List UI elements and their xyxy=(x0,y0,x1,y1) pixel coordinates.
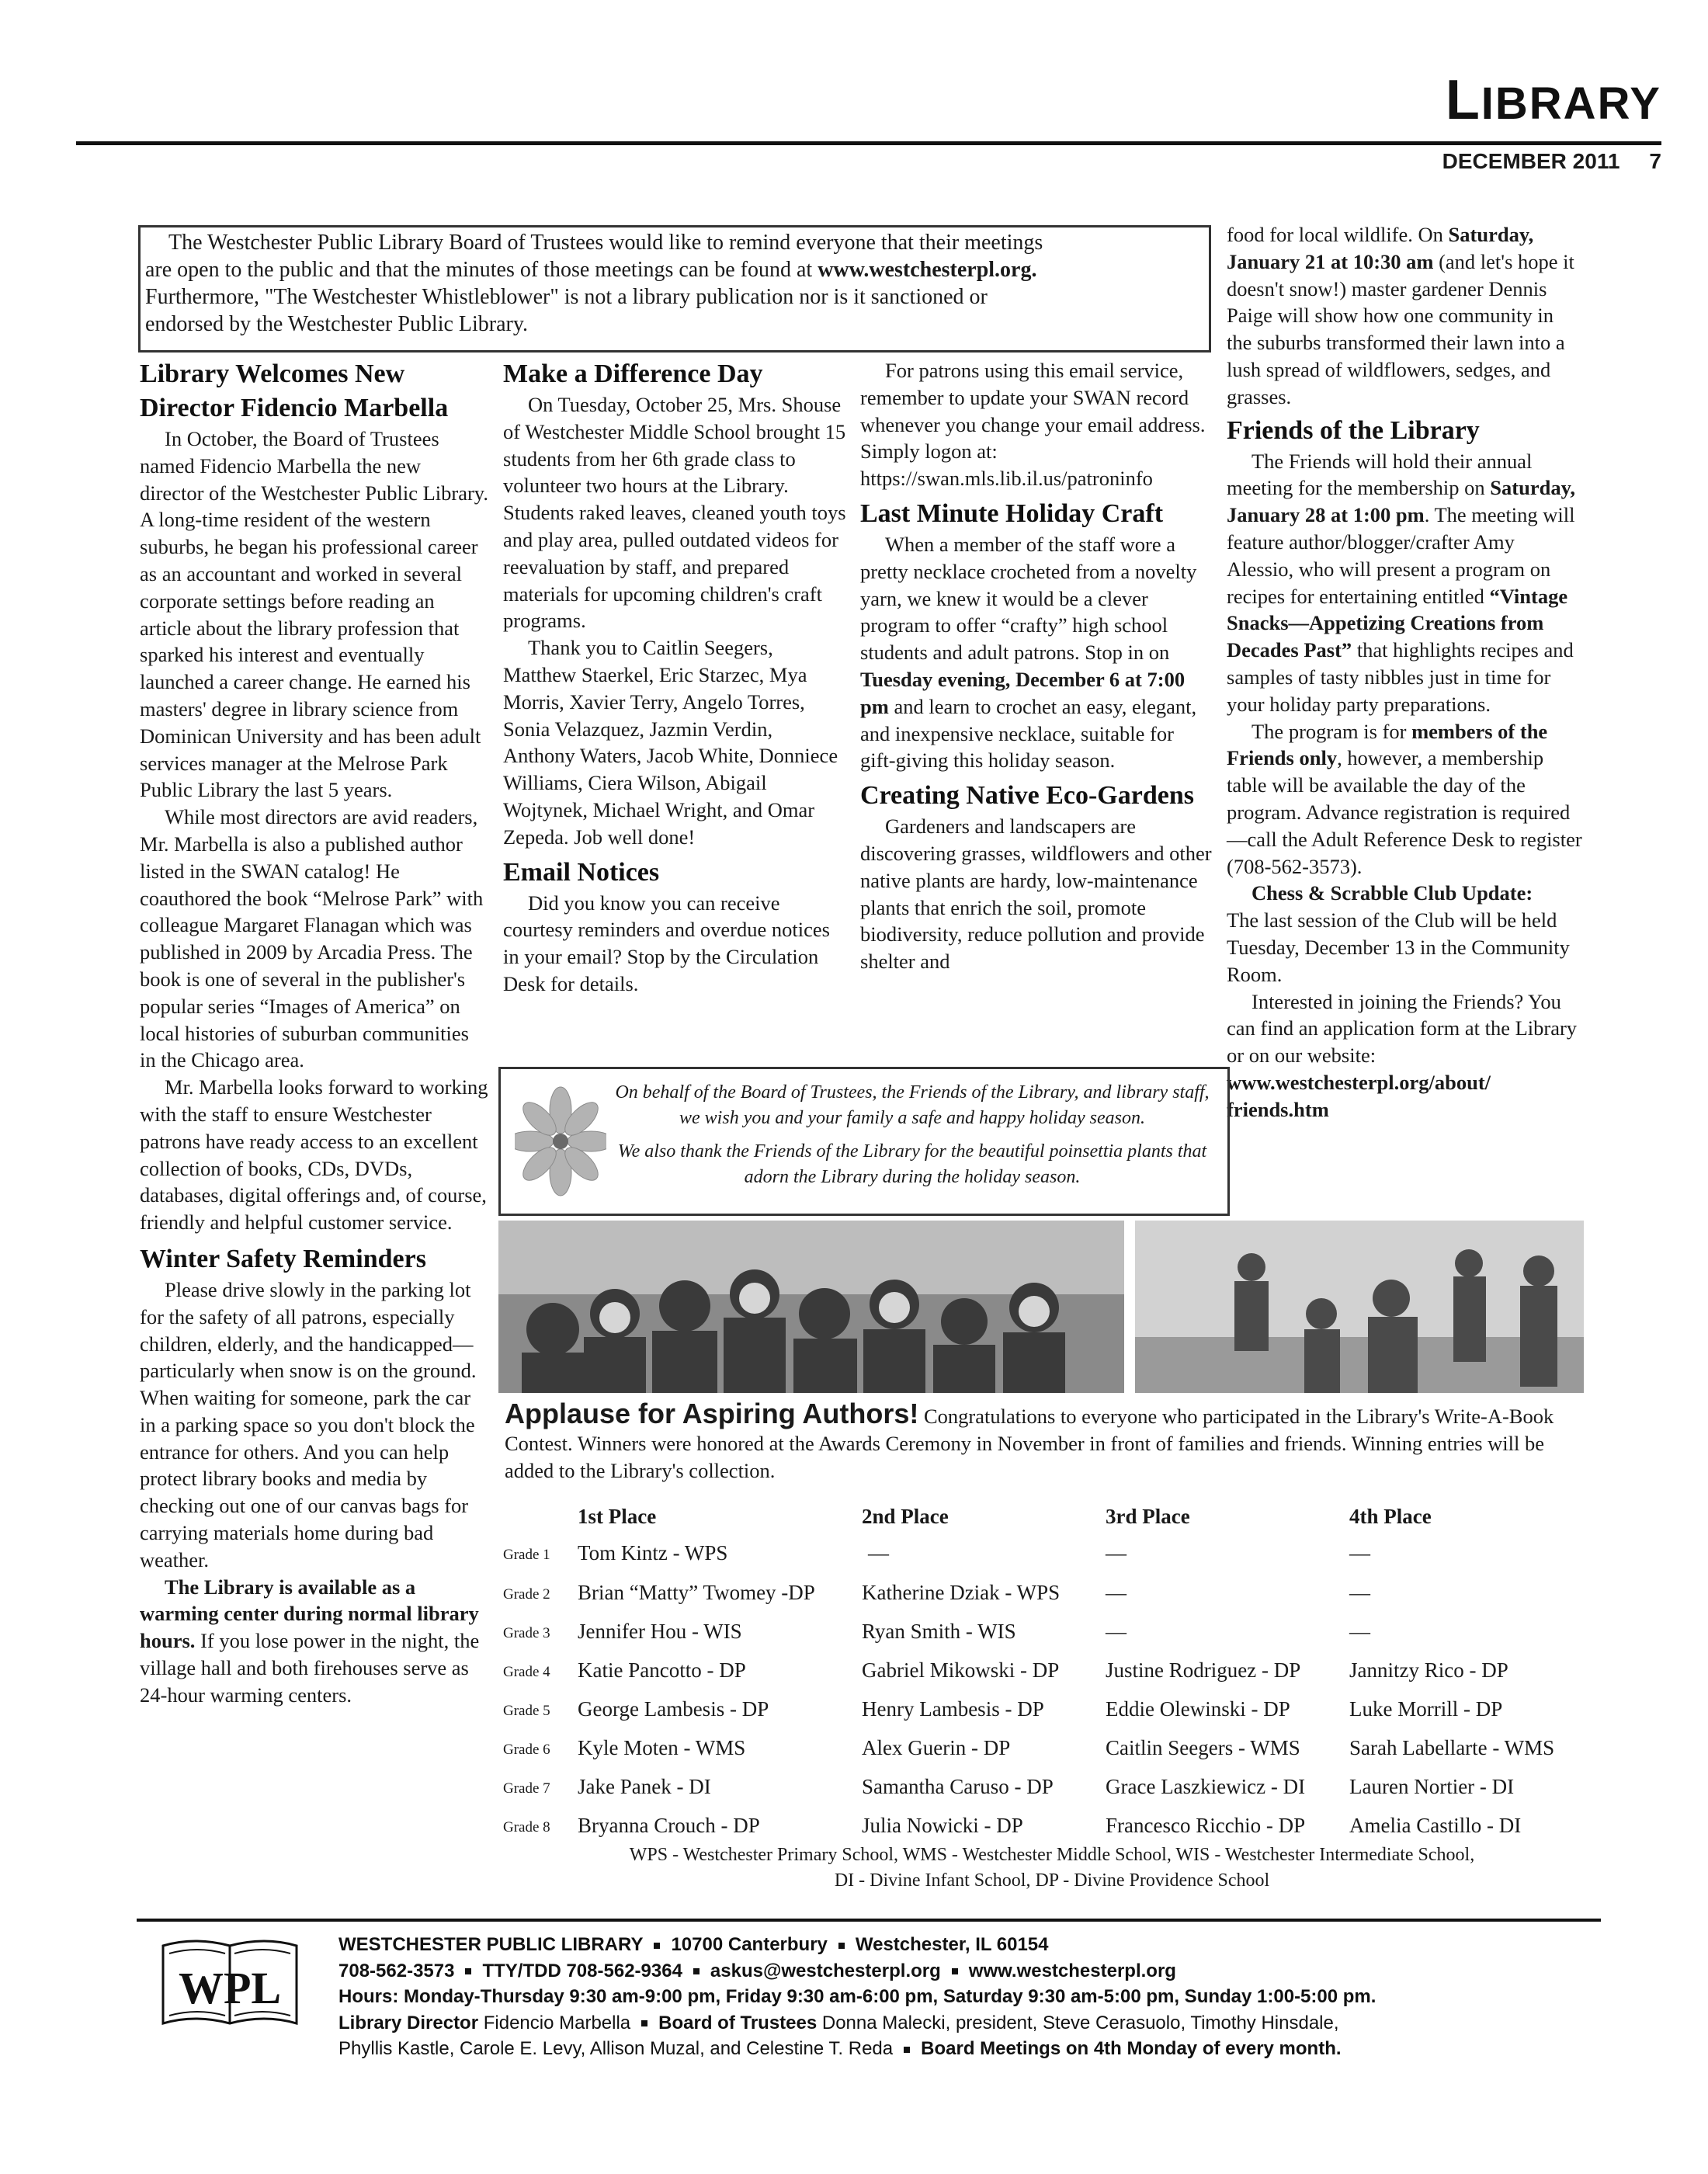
article-title-make-a-difference: Make a Difference Day xyxy=(503,359,763,388)
winner-cell: Katie Pancotto - DP xyxy=(578,1658,746,1682)
article-paragraph: Chess & Scrabble Club Update: The last session of the Club will be held Tuesday, December 13 in the Community Room. xyxy=(1227,881,1570,986)
winner-cell: Tom Kintz - WPS xyxy=(578,1541,728,1565)
column-1 xyxy=(140,357,489,1709)
library-hours: Hours: Monday-Thursday 9:30 am-9:00 pm, Friday 9:30 am-6:00 pm, Saturday 9:30 am-5:00 pm, Sunday 1:00-5:00 pm. xyxy=(338,1986,1376,2007)
holiday-greeting-text: On behalf of the Board of Trustees, the Friends of the Library, and library staff, we wish you and your family a safe and happy holiday season. We also thank the Friends of the Library for the beautiful poinsettia plants that adorn the Library during the holiday season. xyxy=(615,1082,1210,1187)
winner-cell: — xyxy=(1349,1620,1370,1643)
article-paragraph: For patrons using this email service, remember to update your SWAN record whenever you change your email address. Simply logon at: https://swan.mls.lib.il.us/patroninfo xyxy=(860,359,1206,491)
header-2nd-place: 2nd Place xyxy=(862,1505,949,1528)
article-title-friends: Friends of the Library xyxy=(1227,415,1480,445)
winner-cell: Gabriel Mikowski - DP xyxy=(862,1658,1060,1682)
winner-cell: Lauren Nortier - DI xyxy=(1349,1775,1515,1798)
article-title-winter-safety: Winter Safety Reminders xyxy=(140,1244,426,1273)
photo-students xyxy=(498,1221,1124,1393)
trustees-notice-text: The Westchester Public Library Board of Trustees would like to remind everyone that their meetings are open to the public and that the minutes of those meetings can be found at www.westchesterpl.org. Furthermore, "The Westchester Whistleblower" is not a library publication nor is it sanctioned or endorsed by the Westchester Public Library. xyxy=(145,231,1043,336)
article-title-new-director: Library Welcomes New Director Fidencio Marbella xyxy=(140,359,449,422)
winner-cell: Jake Panek - DI xyxy=(578,1775,711,1798)
header-rule xyxy=(76,141,1661,145)
header-4th-place: 4th Place xyxy=(1349,1505,1432,1528)
article-paragraph: While most directors are avid readers, Mr. Marbella is also a published author listed in the SWAN catalog! He coauthored the book “Melrose Park” with colleague Margaret Flanagan which was published in 2009 by Arcadia Press. The book is one of several in the publisher's popular series “Images of America” on local histories of suburban communities in the Chicago area. xyxy=(140,805,484,1072)
header-1st-place: 1st Place xyxy=(578,1505,657,1528)
winner-cell: Luke Morrill - DP xyxy=(1349,1697,1503,1721)
winner-cell: Ryan Smith - WIS xyxy=(862,1620,1016,1643)
column-3 xyxy=(860,357,1213,975)
grade-label: Grade 2 xyxy=(503,1586,550,1603)
grade-label: Grade 6 xyxy=(503,1742,550,1758)
applause-intro: Applause for Aspiring Authors! Congratulations to everyone who participated in the Library's Write-A-Book Contest. Winners were honored at the Awards Ceremony in November in front of families and friends. Winning entries will be added to the Library's collection. xyxy=(505,1398,1554,1482)
winner-cell: Justine Rodriguez - DP xyxy=(1106,1658,1301,1682)
grade-label: Grade 3 xyxy=(503,1625,550,1641)
winner-cell: Amelia Castillo - DI xyxy=(1349,1814,1522,1837)
winner-cell: — xyxy=(1106,1620,1127,1643)
logo-letters: WPL xyxy=(178,1963,282,2013)
grade-label: Grade 1 xyxy=(503,1547,550,1563)
winner-cell: — xyxy=(1106,1541,1127,1565)
winner-cell: George Lambesis - DP xyxy=(578,1697,769,1721)
article-paragraph: The Friends will hold their annual meeting for the membership on Saturday, January 28 at 1:00 pm. The meeting will feature author/blogger/crafter Amy Alessio, who will present a program on recipes for entertaining entitled “Vintage Snacks—Appetizing Creations from Decades Past” that highlights recipes and samples of tasty nibbles just in time for your holiday party preparations. xyxy=(1227,449,1575,716)
winner-cell: Caitlin Seegers - WMS xyxy=(1106,1736,1300,1759)
page-number: 7 xyxy=(1649,149,1661,173)
article-title-eco-gardens: Creating Native Eco-Gardens xyxy=(860,781,1194,811)
winner-cell: Francesco Ricchio - DP xyxy=(1106,1814,1306,1837)
winner-cell: — xyxy=(868,1541,889,1565)
applause-title: Applause for Aspiring Authors! xyxy=(505,1398,919,1429)
article-paragraph: The program is for members of the Friends only, however, a membership table will be available the day of the program. Advance registration is required—call the Adult Reference Desk to register (708-562-3573). xyxy=(1227,719,1582,878)
winner-cell: Alex Guerin - DP xyxy=(862,1736,1011,1759)
email-link[interactable]: askus@westchesterpl.org xyxy=(710,1960,941,1981)
winner-cell: Jannitzy Rico - DP xyxy=(1349,1658,1508,1682)
footer-rule xyxy=(137,1919,1601,1922)
issue-date: DECEMBER 2011 xyxy=(1442,149,1620,173)
website-link[interactable]: www.westchesterpl.org. xyxy=(818,258,1037,282)
winner-cell: — xyxy=(1349,1581,1370,1604)
article-paragraph: When a member of the staff wore a pretty necklace crocheted from a novelty yarn, we knew it would be a clever program to offer “crafty” high school students and adult patrons. Stop in on Tuesday evening, December 6 at 7:00 pm and learn to crochet an easy, elegant, and inexpensive necklace, suitable for gift-giving this holiday season. xyxy=(860,532,1197,773)
friends-page-link[interactable]: www.westchesterpl.org/about/ friends.htm xyxy=(1227,1070,1491,1121)
grade-label: Grade 7 xyxy=(503,1780,550,1797)
grade-label: Grade 4 xyxy=(503,1664,550,1680)
article-paragraph: Thank you to Caitlin Seegers, Matthew Staerkel, Eric Starzec, Mya Morris, Xavier Terry, Angelo Torres, Sonia Velazquez, Jazmin Verdin, Anthony Waters, Jacob White, Donniece Williams, Ciera Wilson, Abigail Wojtynek, Michael Wright, and Omar Zepeda. Job well done! xyxy=(503,636,838,849)
poinsettia-image xyxy=(515,1083,606,1200)
article-title-email-notices: Email Notices xyxy=(503,857,660,887)
winner-cell: Eddie Olewinski - DP xyxy=(1106,1697,1290,1721)
section-title: LIBRARY xyxy=(1445,69,1661,131)
winner-cell: Samantha Caruso - DP xyxy=(862,1775,1054,1798)
grade-label: Grade 8 xyxy=(503,1819,550,1835)
winner-cell: Henry Lambesis - DP xyxy=(862,1697,1044,1721)
winner-cell: Kyle Moten - WMS xyxy=(578,1736,746,1759)
winner-cell: — xyxy=(1349,1541,1370,1565)
photo-students-image xyxy=(498,1221,1124,1393)
grade-label: Grade 5 xyxy=(503,1703,550,1719)
website-link[interactable]: www.westchesterpl.org xyxy=(968,1960,1176,1981)
article-paragraph: On Tuesday, October 25, Mrs. Shouse of Westchester Middle School brought 15 students from her 6th grade class to volunteer two hours at the Library. Students raked leaves, cleaned youth toys and play area, pulled outdated videos for reevaluation by staff, and prepared materials for upcoming children's craft programs. xyxy=(503,393,846,633)
library-contact-footer: WESTCHESTER PUBLIC LIBRARY 10700 Canterbury Westchester, IL 60154 708-562-3573 TTY/TDD 708-562-9364 askus@westchesterpl.org www.westchesterpl.org Hours: Monday-Thursday 9:30 am-9:00 pm, Friday 9:30 am-6:00 pm, Saturday 9:30 am-5:00 pm, Sunday 1:00-5:00 pm. Library Director Fidencio Marbella Board of Trustees Donna Malecki, president, Steve Cerasuolo, Timothy Hinsdale, Phyllis Kastle, Carole E. Levy, Allison Muzal, and Celestine T. Reda Board Meetings on 4th Monday of every month. xyxy=(338,1932,1612,2062)
winner-cell: — xyxy=(1106,1581,1127,1604)
article-paragraph: Mr. Marbella looks forward to working with the staff to ensure Westchester patrons have ready access to an excellent collection of books, CDs, DVDs, databases, digital offerings and, of course, friendly and helpful customer service. xyxy=(140,1075,488,1235)
winner-cell: Brian “Matty” Twomey -DP xyxy=(578,1581,815,1604)
holiday-greeting-box xyxy=(498,1067,1230,1216)
winner-cell: Bryanna Crouch - DP xyxy=(578,1814,760,1837)
article-paragraph: The Library is available as a warming center during normal library hours. If you lose power in the night, the village hall and both firehouses serve as 24-hour warming centers. xyxy=(140,1575,480,1707)
column-4 xyxy=(1227,221,1584,1123)
article-paragraph: Interested in joining the Friends? You can find an application form at the Library or on our website: www.westchesterpl.org/about/ friends.htm xyxy=(1227,989,1578,1121)
winner-cell: Katherine Dziak - WPS xyxy=(862,1581,1061,1604)
article-paragraph: Please drive slowly in the parking lot for the safety of all patrons, especially children, elderly, and the handicapped—particularly when snow is on the ground. When waiting for someone, park the car in a parking space so you don't block the entrance for others. And you can help protect library books and media by checking out one of our canvas bags for carrying materials home during bad weather. xyxy=(140,1277,477,1571)
article-paragraph: food for local wildlife. On Saturday, January 21 at 10:30 am (and let's hope it doesn't snow!) master gardener Dennis Paige will show how one community in the suburbs transformed their lawn into a lush spread of wildflowers, sedges, and grasses. xyxy=(1227,223,1574,408)
article-paragraph: In October, the Board of Trustees named Fidencio Marbella the new director of the Westchester Public Library. A long-time resident of the western suburbs, he began his professional career as an accountant and worked in several corporate settings before reading an article about the library profession that sparked his interest and eventually launched a career change. He earned his masters' degree in library science from Dominican University and has been adult services manager at the Melrose Park Public Library the last 5 years. xyxy=(140,427,488,802)
issue-line xyxy=(1442,149,1661,174)
photo-ceremony xyxy=(1135,1221,1584,1393)
school-legend: WPS - Westchester Primary School, WMS - Westchester Middle School, WIS - Westchester Intermediate School, DI - Divine Infant School, DP - Divine Providence School xyxy=(629,1845,1475,1891)
trustees-notice-box xyxy=(138,225,1211,352)
article-paragraph: Gardeners and landscapers are discovering grasses, wildflowers and other native plants are hardy, low-maintenance plants that enrich the soil, promote biodiversity, reduce pollution and provide shelter and xyxy=(860,814,1212,974)
winner-cell: Julia Nowicki - DP xyxy=(862,1814,1023,1837)
phone-number: 708-562-3573 xyxy=(338,1960,455,1981)
flower-center xyxy=(553,1134,568,1149)
winner-cell: Jennifer Hou - WIS xyxy=(578,1620,742,1643)
column-2 xyxy=(503,357,846,998)
tty-number: TTY/TDD 708-562-9364 xyxy=(482,1960,682,1981)
article-title-holiday-craft: Last Minute Holiday Craft xyxy=(860,498,1164,528)
article-paragraph: Did you know you can receive courtesy reminders and overdue notices in your email? Stop by the Circulation Desk for details. xyxy=(503,891,830,995)
photo-ceremony-image xyxy=(1135,1221,1584,1393)
winner-cell: Sarah Labellarte - WMS xyxy=(1349,1736,1555,1759)
header-3rd-place: 3rd Place xyxy=(1106,1505,1190,1528)
library-logo xyxy=(160,1936,300,2031)
winner-cell: Grace Laszkiewicz - DI xyxy=(1106,1775,1306,1798)
